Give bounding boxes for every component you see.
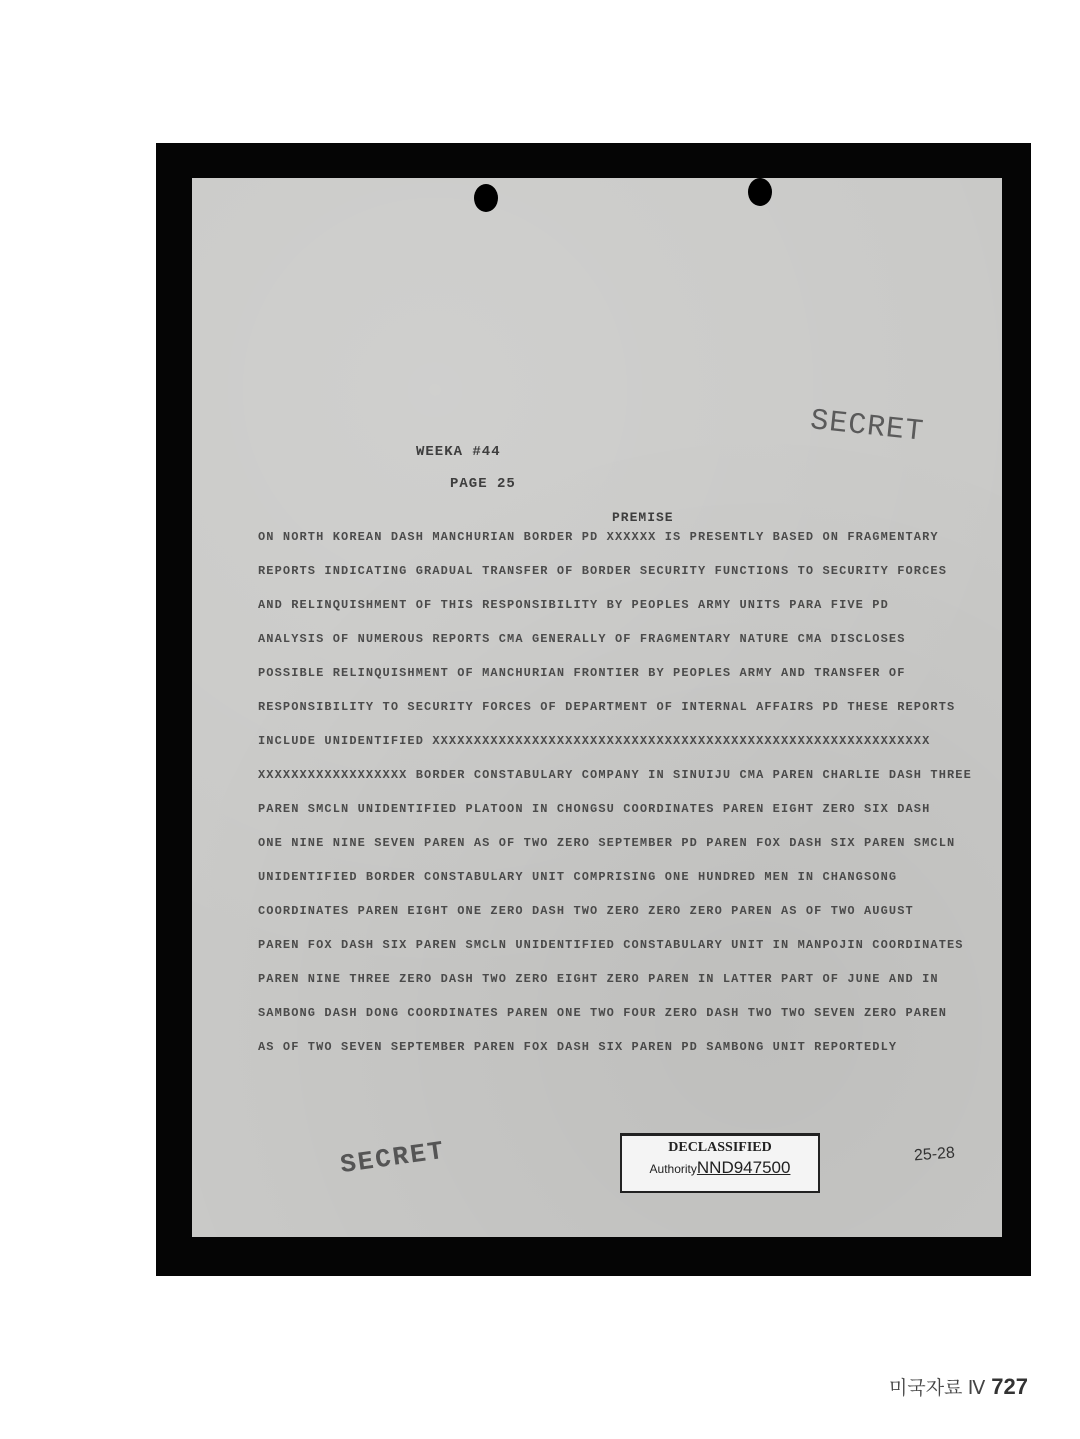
secret-stamp-bottom: SECRET	[338, 1135, 448, 1181]
text-line: ONE NINE NINE SEVEN PAREN AS OF TWO ZERO SEPTEMBER PD PAREN FOX DASH SIX PAREN SMCLN	[258, 836, 956, 850]
text-line: XXXXXXXXXXXXXXXXXX BORDER CONSTABULARY COMPANY IN SINUIJU CMA PAREN CHARLIE DASH THREE	[258, 768, 972, 782]
page-number: 727	[991, 1374, 1028, 1399]
secret-stamp-top: SECRET	[808, 404, 926, 450]
section-title: PREMISE	[612, 510, 674, 525]
text-line: UNIDENTIFIED BORDER CONSTABULARY UNIT COMPRISING ONE HUNDRED MEN IN CHANGSONG	[258, 870, 898, 884]
declassified-stamp	[620, 1133, 820, 1193]
text-line: AND RELINQUISHMENT OF THIS RESPONSIBILITY BY PEOPLES ARMY UNITS PARA FIVE PD	[258, 598, 889, 612]
text-line: PAREN SMCLN UNIDENTIFIED PLATOON IN CHONGSU COORDINATES PAREN EIGHT ZERO SIX DASH	[258, 802, 931, 816]
text-line: AS OF TWO SEVEN SEPTEMBER PAREN FOX DASH SIX PAREN PD SAMBONG UNIT REPORTEDLY	[258, 1040, 898, 1054]
declassified-title: DECLASSIFIED	[668, 1140, 772, 1155]
page-footer	[889, 1373, 1028, 1400]
scan-frame	[156, 143, 1031, 1276]
text-line: POSSIBLE RELINQUISHMENT OF MANCHURIAN FRONTIER BY PEOPLES ARMY AND TRANSFER OF	[258, 666, 906, 680]
text-line: PAREN FOX DASH SIX PAREN SMCLN UNIDENTIFIED CONSTABULARY UNIT IN MANPOJIN COORDINATES	[258, 938, 964, 952]
text-line: COORDINATES PAREN EIGHT ONE ZERO DASH TWO ZERO ZERO ZERO PAREN AS OF TWO AUGUST	[258, 904, 914, 918]
weeka-number: WEEKA #44	[416, 444, 501, 460]
document-page	[192, 178, 1002, 1237]
punch-hole	[748, 178, 772, 206]
page-label: PAGE 25	[450, 476, 516, 492]
text-line: ANALYSIS OF NUMEROUS REPORTS CMA GENERALLY OF FRAGMENTARY NATURE CMA DISCLOSES	[258, 632, 906, 646]
document-body	[258, 530, 983, 1074]
text-line: PAREN NINE THREE ZERO DASH TWO ZERO EIGHT ZERO PAREN IN LATTER PART OF JUNE AND IN	[258, 972, 939, 986]
text-line: RESPONSIBILITY TO SECURITY FORCES OF DEPARTMENT OF INTERNAL AFFAIRS PD THESE REPORTS	[258, 700, 956, 714]
punch-hole	[474, 184, 498, 212]
authority-value: NND947500	[696, 1158, 791, 1177]
book-title: 미국자료 Ⅳ	[889, 1378, 986, 1399]
authority-label: Authority	[649, 1162, 697, 1176]
text-line: ON NORTH KOREAN DASH MANCHURIAN BORDER PD XXXXXX IS PRESENTLY BASED ON FRAGMENTARY	[258, 530, 939, 544]
text-line: SAMBONG DASH DONG COORDINATES PAREN ONE TWO FOUR ZERO DASH TWO TWO SEVEN ZERO PAREN	[258, 1006, 947, 1020]
text-line: REPORTS INDICATING GRADUAL TRANSFER OF BORDER SECURITY FUNCTIONS TO SECURITY FORCES	[258, 564, 947, 578]
text-line: INCLUDE UNIDENTIFIED XXXXXXXXXXXXXXXXXXXXXXXXXXXXXXXXXXXXXXXXXXXXXXXXXXXXXXXXXXXX	[258, 734, 931, 748]
handwritten-page-ref: 25-28	[913, 1144, 956, 1165]
